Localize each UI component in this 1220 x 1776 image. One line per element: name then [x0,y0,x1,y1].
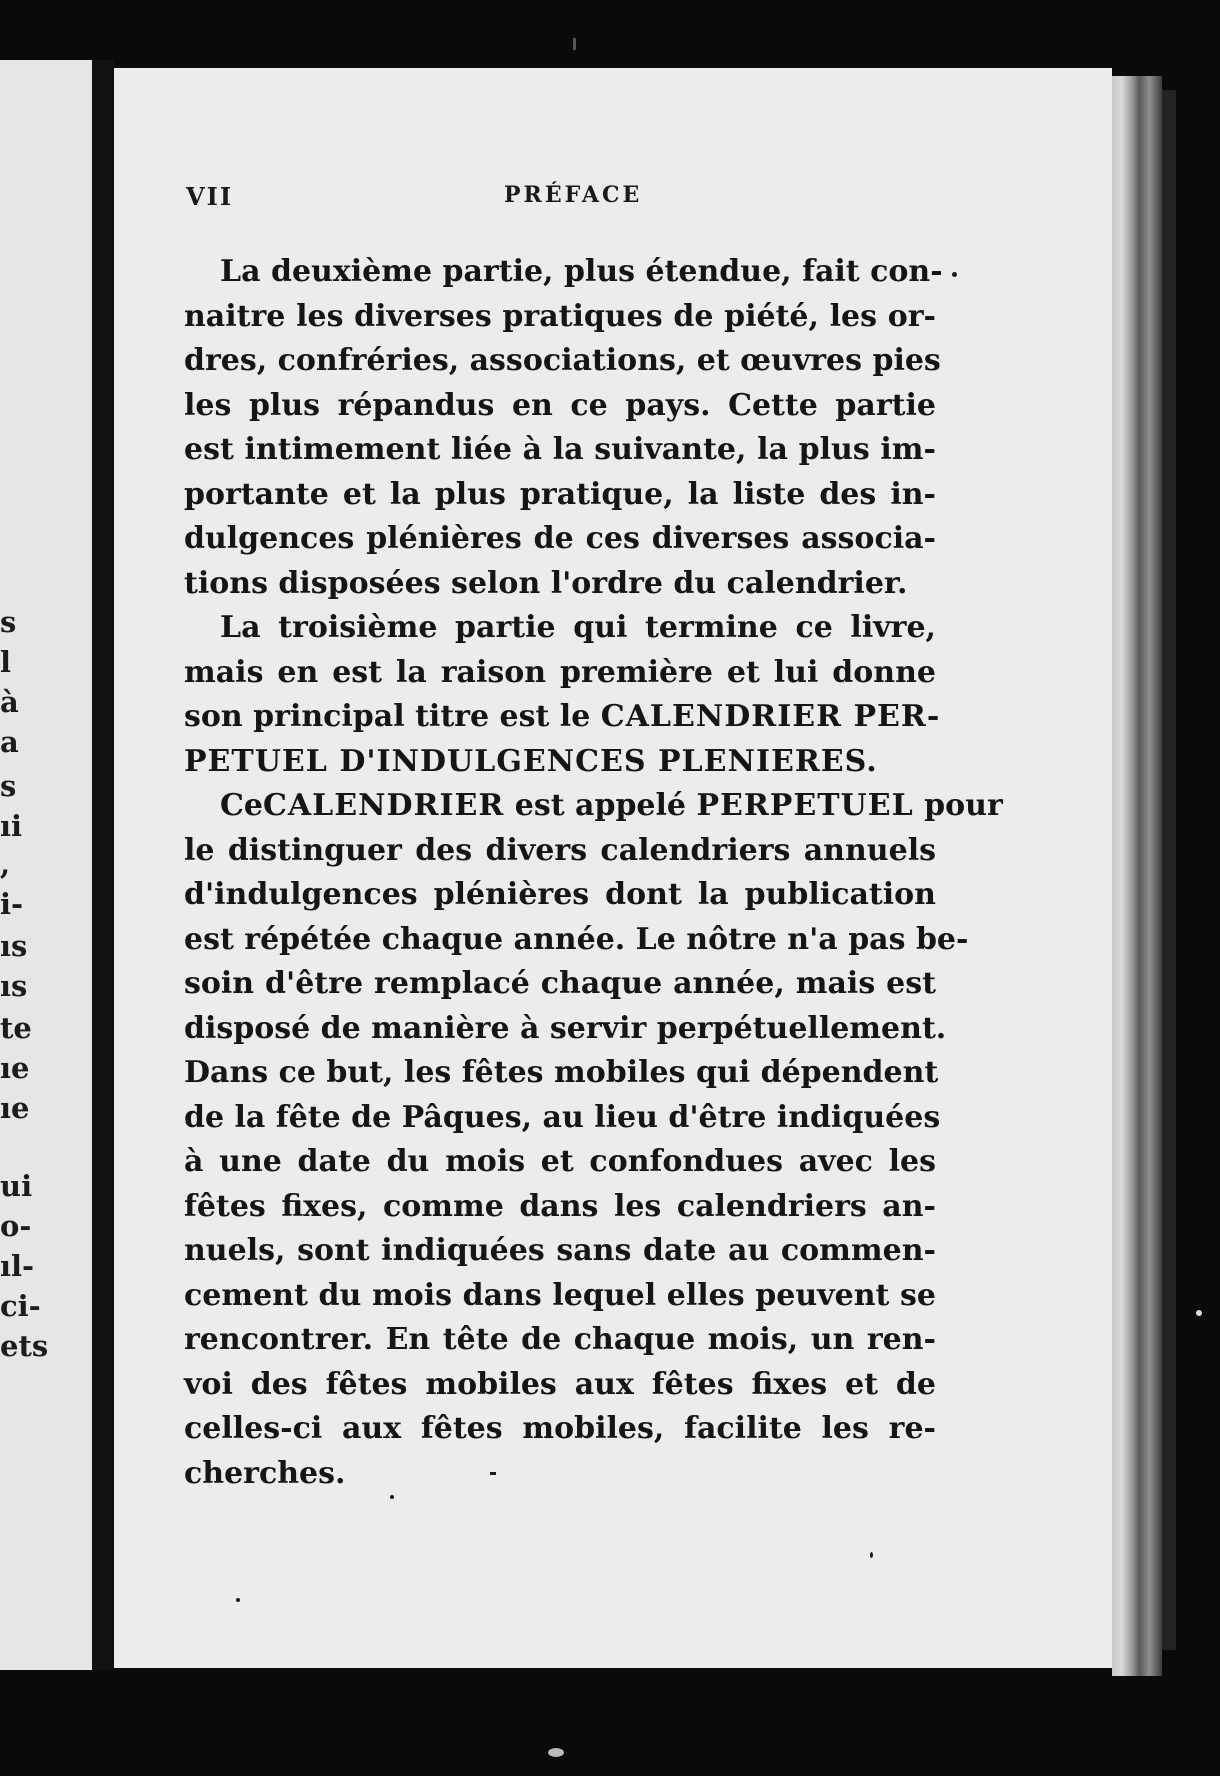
scan-speck [573,38,576,50]
text-line: les plus répandus en ce pays. Cette partie [184,387,936,423]
scan-speck [870,1552,873,1558]
text-line: est répétée chaque année. Le nôtre n'a pas be- [184,921,969,957]
facing-page-fragment [0,60,92,1670]
left-fragment: te [0,1011,32,1045]
left-fragment: o- [0,1209,32,1243]
text-line: soin d'être remplacé chaque année, mais est [184,966,936,1001]
text-line: PETUEL D'INDULGENCES PLENIERES. [184,743,878,779]
page-edge-shadow [1162,90,1176,1650]
text-line: d'indulgences plénières dont la publication [184,877,936,912]
left-fragment: ıl- [0,1249,35,1283]
book-gutter [92,60,114,1670]
text-line: est intimement liée à la suivante, la plus im- [184,432,936,467]
small-caps-segment: CALENDRIER [262,788,505,823]
text-segment: Ce [220,788,263,823]
small-caps-segment: PERPETUEL [696,788,914,823]
left-fragment: l [0,645,12,679]
left-fragment: s [0,605,17,639]
left-fragment: ıe [0,1051,30,1085]
text-line: disposé de manière à servir perpétuellement. [184,1010,947,1046]
body-text [184,250,1003,1496]
text-line: dres, confréries, associations, et œuvres pies [184,343,941,378]
page-header [186,182,646,212]
text-line: mais en est la raison première et lui donne [184,654,936,690]
left-fragment: s [0,769,17,803]
text-segment: son principal titre est le [184,699,591,734]
text-line: voi des fêtes mobiles aux fêtes fixes et de [184,1366,936,1402]
text-line: Dans ce but, les fêtes mobiles qui dépendent [184,1055,939,1090]
text-line: portante et la plus pratique, la liste des in- [184,476,936,512]
left-fragment: ets [0,1329,49,1363]
left-fragment: , [0,847,11,881]
running-head: PRÉFACE [504,182,643,208]
left-fragment: ıs [0,929,28,963]
scan-speck [490,1472,496,1475]
text-line [184,784,1003,829]
left-fragment: ıe [0,1091,30,1125]
text-line: La deuxième partie, plus étendue, fait con- [220,254,943,289]
text-segment: est appelé [514,788,686,823]
scan-speck [952,272,957,277]
page-edges [1112,76,1162,1676]
text-line: cherches. [184,1455,346,1491]
text-line: tions disposées selon l'ordre du calendrier. [184,565,908,601]
scan-speck [236,1598,240,1602]
left-fragment: ıs [0,969,28,1003]
left-fragment: i- [0,887,24,921]
left-fragment: ui [0,1169,33,1203]
text-line: de la fête de Pâques, au lieu d'être indiquées [184,1099,941,1135]
scan-speck [390,1495,394,1499]
small-caps-segment: CALENDRIER PER- [600,699,941,734]
text-line: La troisième partie qui termine ce livre, [220,610,936,645]
text-line: nuels, sont indiquées sans date au commen- [184,1233,936,1268]
text-line: cement du mois dans lequel elles peuvent se [184,1277,936,1313]
scan-speck [1196,1310,1202,1316]
text-line: le distinguer des divers calendriers annuels [184,832,936,868]
left-fragment: ci- [0,1289,41,1323]
text-line: à une date du mois et confondues avec les [184,1144,936,1179]
left-fragment: ıi [0,809,23,843]
text-line: dulgences plénières de ces diverses associa- [184,521,936,556]
scan-speck [548,1748,564,1757]
text-line [184,695,941,740]
text-segment: pour [924,788,1003,823]
text-line: rencontrer. En tête de chaque mois, un ren- [184,1322,936,1357]
page-number: VII [186,182,234,211]
text-line: celles-ci aux fêtes mobiles, facilite les re- [184,1411,936,1446]
left-fragment: à [0,685,19,719]
text-line: fêtes fixes, comme dans les calendriers an- [184,1188,936,1224]
text-line: naitre les diverses pratiques de piété, les or- [184,298,936,334]
left-fragment: a [0,725,19,759]
